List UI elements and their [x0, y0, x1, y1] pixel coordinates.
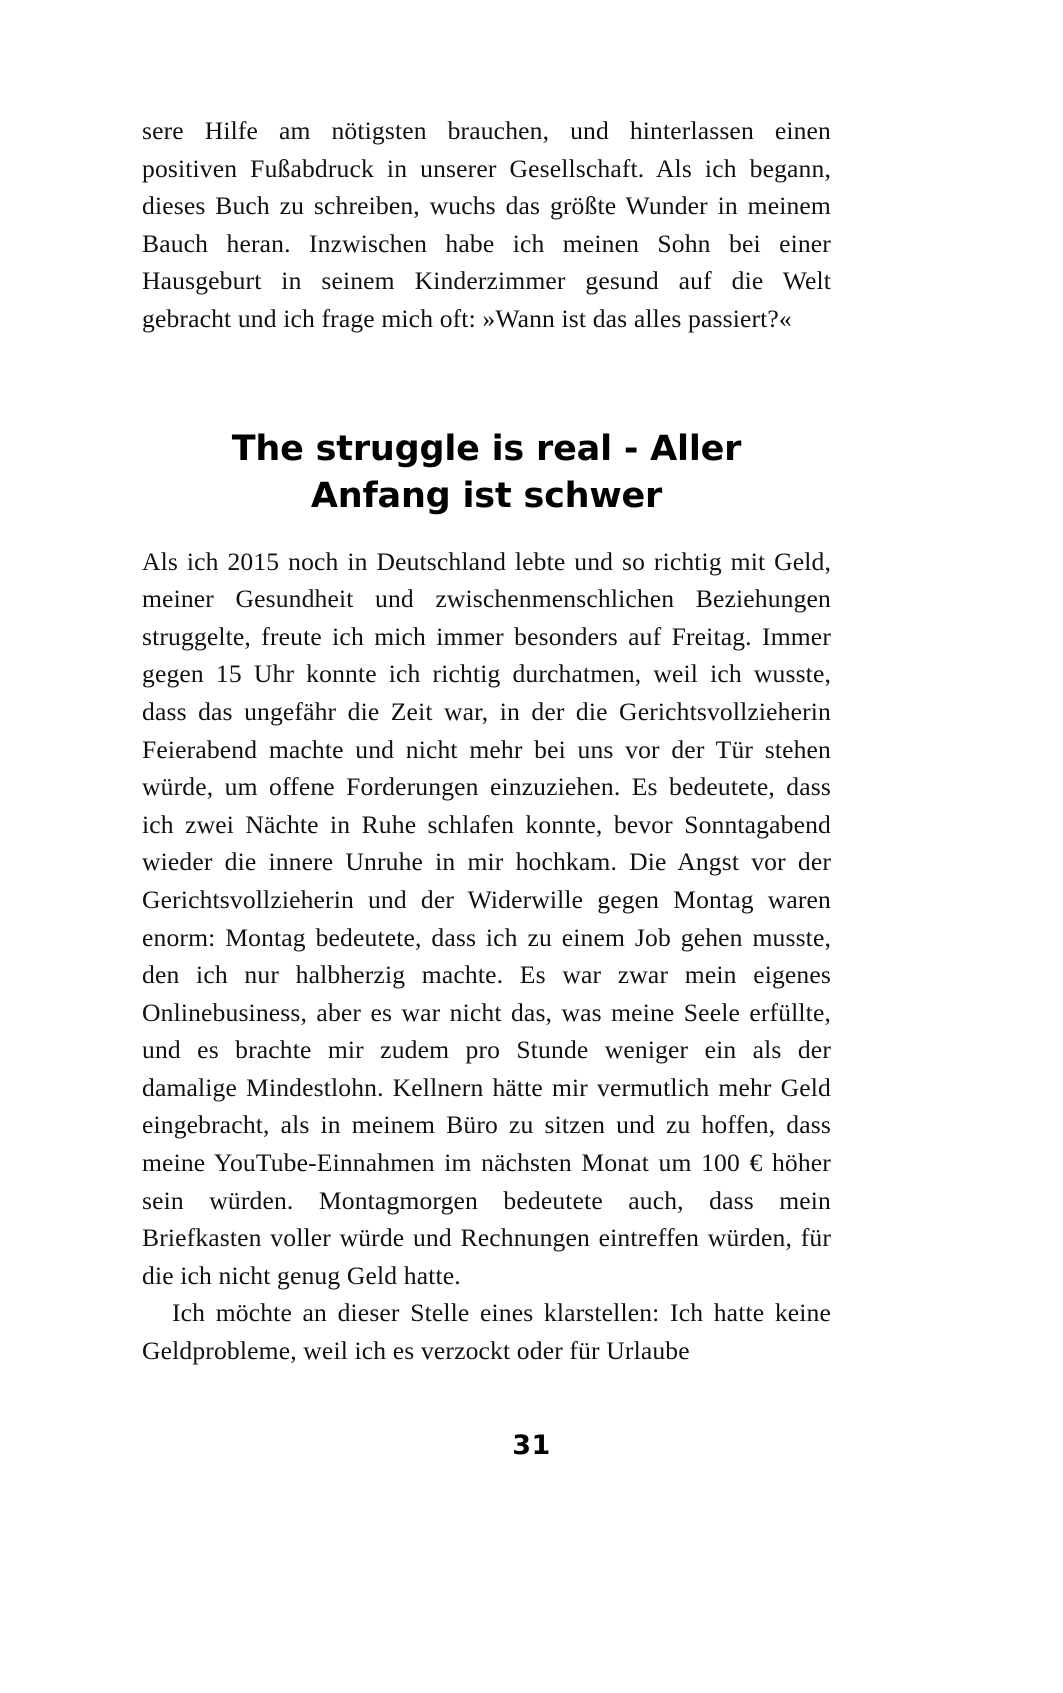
spacer-before-heading	[142, 338, 831, 426]
page-content	[142, 112, 831, 1370]
continued-paragraph: sere Hilfe am nötigsten brauchen, und hinterlassen einen positiven Fußabdruck in unserer Gesellschaft. Als ich begann, dieses Buch zu schreiben, wuchs das größte Wunder in meinem Bauch heran. Inzwischen habe ich meinen Sohn bei einer Hausgeburt in seinem Kinderzimmer gesund auf die Welt gebracht und ich frage mich oft: »Wann ist das alles passiert?«	[142, 116, 831, 333]
chapter-heading-line-2: Anfang ist schwer	[310, 475, 663, 516]
body-paragraph-2: Ich möchte an dieser Stelle eines klarstellen: Ich hatte keine Geldprobleme, weil ich es verzockt oder für Urlaube	[142, 1298, 831, 1366]
page-number: 31	[512, 1430, 551, 1461]
spacer-after-heading	[142, 520, 831, 543]
chapter-heading	[142, 426, 831, 520]
chapter-heading-line-1: The struggle is real - Aller	[231, 428, 742, 469]
body-paragraph-1: Als ich 2015 noch in Deutschland lebte und so richtig mit Geld, meiner Gesundheit und zwischenmenschlichen Beziehungen struggelte, freute ich mich immer besonders auf Freitag. Immer gegen 15 Uhr konnte ich richtig durchatmen, weil ich wusste, dass das ungefähr die Zeit war, in der die Gerichtsvollzieherin Feierabend machte und nicht mehr bei uns vor der Tür stehen würde, um offene Forderungen einzuziehen. Es bedeutete, dass ich zwei Nächte in Ruhe schlafen konnte, bevor Sonntagabend wieder die innere Unruhe in mir hochkam. Die Angst vor der Gerichtsvollzieherin und der Widerwille gegen Montag waren enorm: Montag bedeutete, dass ich zu einem Job gehen musste, den ich nur halbherzig machte. Es war zwar mein eigenes Onlinebusiness, aber es war nicht das, was meine Seele erfüllte, und es brachte mir zudem pro Stunde weniger ein als der damalige Mindestlohn. Kellnern hätte mir vermutlich mehr Geld eingebracht, als in meinem Büro zu sitzen und zu hoffen, dass meine YouTube-Einnahmen im nächsten Monat um 100 € höher sein würden. Montagmorgen bedeutete auch, dass mein Briefkasten voller würde und Rechnungen eintreffen würden, für die ich nicht genug Geld hatte.	[142, 546, 831, 1290]
